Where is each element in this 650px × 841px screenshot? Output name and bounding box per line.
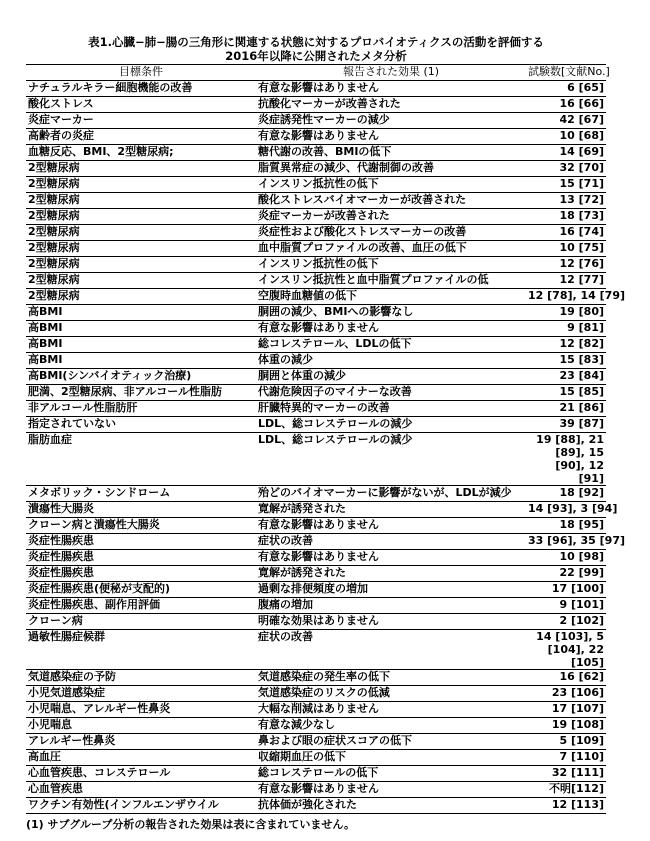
row-effect: LDL、総コレステロールの減少	[256, 417, 526, 433]
row-count: 2 [102]	[526, 614, 606, 630]
row-condition: 潰瘍性大腸炎	[26, 502, 256, 518]
table-row	[26, 502, 606, 518]
row-count: 12 [113]	[526, 798, 606, 814]
row-count: 9 [101]	[526, 598, 606, 614]
row-effect: 炎症マーカーが改善された	[256, 209, 526, 225]
table-row	[26, 97, 606, 113]
row-count: 12 [76]	[526, 257, 606, 273]
row-condition: 小児気道感染症	[26, 686, 256, 702]
row-count: 39 [87]	[526, 417, 606, 433]
row-condition: 2型糖尿病	[26, 209, 256, 225]
row-condition: 2型糖尿病	[26, 225, 256, 241]
row-effect: 有意な影響はありません	[256, 782, 526, 798]
row-count: 12 [78], 14 [79]	[526, 289, 606, 305]
row-effect: 有意な影響はありません	[256, 129, 526, 145]
row-count: 6 [65]	[526, 81, 606, 97]
row-effect: 腹痛の増加	[256, 598, 526, 614]
row-condition: 過敏性腸症候群	[26, 630, 256, 670]
row-count: 17 [107]	[526, 702, 606, 718]
row-effect: 空腹時血糖値の低下	[256, 289, 526, 305]
row-effect: 有意な影響はありません	[256, 550, 526, 566]
header-effect: 報告された効果 (1)	[256, 65, 526, 81]
row-effect: 胴囲と体重の減少	[256, 369, 526, 385]
table-row	[26, 670, 606, 686]
row-condition: クローン病	[26, 614, 256, 630]
row-count: 32 [111]	[526, 766, 606, 782]
table-row	[26, 433, 606, 486]
table-row	[26, 225, 606, 241]
table-row	[26, 305, 606, 321]
row-condition: 2型糖尿病	[26, 257, 256, 273]
row-count: 5 [109]	[526, 734, 606, 750]
row-condition: 肥満、2型糖尿病、非アルコール性脂肪	[26, 385, 256, 401]
row-condition: 血糖反応、BMI、2型糖尿病;	[26, 145, 256, 161]
row-effect: 炎症誘発性マーカーの減少	[256, 113, 526, 129]
row-condition: 小児喘息	[26, 718, 256, 734]
row-condition: 気道感染症の予防	[26, 670, 256, 686]
row-count: 18 [95]	[526, 518, 606, 534]
table-row	[26, 566, 606, 582]
row-count: 14 [69]	[526, 145, 606, 161]
row-effect: インスリン抵抗性の低下	[256, 257, 526, 273]
row-count: 19 [88], 21 [89], 15 [90], 12 [91]	[526, 433, 606, 486]
table-row	[26, 766, 606, 782]
table-row	[26, 750, 606, 766]
row-count: 18 [73]	[526, 209, 606, 225]
header-condition: 目標条件	[26, 65, 256, 81]
table-row	[26, 486, 606, 502]
row-effect: 炎症性および酸化ストレスマーカーの改善	[256, 225, 526, 241]
row-condition: 小児喘息、アレルギー性鼻炎	[26, 702, 256, 718]
meta-analysis-table	[26, 64, 626, 814]
row-count: 33 [96], 35 [97]	[526, 534, 606, 550]
table-row	[26, 257, 606, 273]
row-count: 10 [68]	[526, 129, 606, 145]
row-effect: 寛解が誘発された	[256, 566, 526, 582]
row-condition: 高BMI	[26, 337, 256, 353]
header-count: 試験数[文献No.]	[526, 65, 606, 81]
row-effect: 抗酸化マーカーが改善された	[256, 97, 526, 113]
row-effect: 肝臓特異的マーカーの改善	[256, 401, 526, 417]
row-effect: 気道感染症の発生率の低下	[256, 670, 526, 686]
row-effect: 殆どのバイオマーカーに影響がないが、LDLが減少	[256, 486, 526, 502]
row-count: 18 [92]	[526, 486, 606, 502]
table-body	[26, 81, 626, 814]
row-condition: 高BMI	[26, 305, 256, 321]
row-count: 16 [62]	[526, 670, 606, 686]
row-effect: 有意な影響はありません	[256, 81, 526, 97]
row-effect: 有意な減少なし	[256, 718, 526, 734]
row-condition: 炎症性腸疾患、副作用評価	[26, 598, 256, 614]
row-count: 10 [98]	[526, 550, 606, 566]
row-effect: 脂質異常症の減少、代謝制御の改善	[256, 161, 526, 177]
row-condition: 高齢者の炎症	[26, 129, 256, 145]
row-effect: 抗体価が強化された	[256, 798, 526, 814]
table-row	[26, 550, 606, 566]
table-row	[26, 241, 606, 257]
table-row	[26, 417, 606, 433]
row-count: 32 [70]	[526, 161, 606, 177]
table-row	[26, 734, 606, 750]
table-row	[26, 518, 606, 534]
table-row	[26, 582, 606, 598]
header-row	[26, 65, 606, 81]
table-row	[26, 113, 606, 129]
row-count: 17 [100]	[526, 582, 606, 598]
row-condition: 2型糖尿病	[26, 161, 256, 177]
row-effect: 症状の改善	[256, 630, 526, 670]
table-row	[26, 129, 606, 145]
table-title-line1: 表1.心臓−肺−腸の三角形に関連する状態に対するプロバイオティクスの活動を評価する	[88, 35, 544, 49]
row-effect: 大幅な削減はありません	[256, 702, 526, 718]
row-condition: 2型糖尿病	[26, 177, 256, 193]
row-condition: 非アルコール性脂肪肝	[26, 401, 256, 417]
row-condition: 炎症マーカー	[26, 113, 256, 129]
row-count: 9 [81]	[526, 321, 606, 337]
row-count: 16 [66]	[526, 97, 606, 113]
row-effect: 酸化ストレスバイオマーカーが改善された	[256, 193, 526, 209]
table-row	[26, 385, 606, 401]
row-condition: 炎症性腸疾患	[26, 550, 256, 566]
row-count: 不明[112]	[526, 782, 606, 798]
row-count: 12 [82]	[526, 337, 606, 353]
table-row	[26, 630, 606, 670]
row-condition: 炎症性腸疾患(便秘が支配的)	[26, 582, 256, 598]
table-row	[26, 177, 606, 193]
row-effect: 体重の減少	[256, 353, 526, 369]
row-count: 22 [99]	[526, 566, 606, 582]
table-row	[26, 614, 606, 630]
row-condition: 高BMI(シンバイオティック治療)	[26, 369, 256, 385]
table-row	[26, 193, 606, 209]
row-condition: 高BMI	[26, 321, 256, 337]
row-effect: 過剰な排便頻度の増加	[256, 582, 526, 598]
row-condition: アレルギー性鼻炎	[26, 734, 256, 750]
table-title-line2: 2016年以降に公開されたメタ分析	[225, 49, 407, 63]
row-count: 14 [93], 3 [94]	[526, 502, 606, 518]
row-condition: クローン病と潰瘍性大腸炎	[26, 518, 256, 534]
row-effect: インスリン抵抗性と血中脂質プロファイルの低	[256, 273, 526, 289]
document-page	[26, 35, 626, 832]
table-row	[26, 798, 606, 814]
row-condition: 指定されていない	[26, 417, 256, 433]
footnote: (1) サブグループ分析の報告された効果は表に含まれていません。	[26, 818, 355, 831]
table-row	[26, 81, 606, 97]
row-count: 13 [72]	[526, 193, 606, 209]
row-effect: 総コレステロール、LDLの低下	[256, 337, 526, 353]
row-count: 19 [80]	[526, 305, 606, 321]
row-effect: 糖代謝の改善、BMIの低下	[256, 145, 526, 161]
table-row	[26, 702, 606, 718]
row-condition: メタボリック・シンドローム	[26, 486, 256, 502]
row-effect: 症状の改善	[256, 534, 526, 550]
table-row	[26, 161, 606, 177]
row-condition: 高BMI	[26, 353, 256, 369]
row-count: 15 [83]	[526, 353, 606, 369]
row-count: 10 [75]	[526, 241, 606, 257]
row-effect: 総コレステロールの低下	[256, 766, 526, 782]
row-condition: 脂肪血症	[26, 433, 256, 486]
table-row	[26, 782, 606, 798]
table-row	[26, 289, 606, 305]
row-condition: 心血管疾患、コレステロール	[26, 766, 256, 782]
row-count: 16 [74]	[526, 225, 606, 241]
row-count: 15 [71]	[526, 177, 606, 193]
row-count: 23 [106]	[526, 686, 606, 702]
row-condition: 酸化ストレス	[26, 97, 256, 113]
table-row	[26, 718, 606, 734]
row-effect: 寛解が誘発された	[256, 502, 526, 518]
table-row	[26, 353, 606, 369]
row-effect: 代謝危険因子のマイナーな改善	[256, 385, 526, 401]
row-count: 21 [86]	[526, 401, 606, 417]
row-effect: インスリン抵抗性の低下	[256, 177, 526, 193]
row-count: 15 [85]	[526, 385, 606, 401]
row-condition: 2型糖尿病	[26, 193, 256, 209]
row-condition: ナチュラルキラー細胞機能の改善	[26, 81, 256, 97]
table-row	[26, 273, 606, 289]
row-effect: 鼻および眼の症状スコアの低下	[256, 734, 526, 750]
row-effect: 血中脂質プロファイルの改善、血圧の低下	[256, 241, 526, 257]
row-effect: 有意な影響はありません	[256, 518, 526, 534]
row-effect: 胴囲の減少、BMIへの影響なし	[256, 305, 526, 321]
table-row	[26, 686, 606, 702]
table-row	[26, 209, 606, 225]
table-row	[26, 337, 606, 353]
row-count: 19 [108]	[526, 718, 606, 734]
row-condition: 炎症性腸疾患	[26, 534, 256, 550]
row-count: 14 [103], 5 [104], 22 [105]	[526, 630, 606, 670]
table-row	[26, 534, 606, 550]
row-condition: 高血圧	[26, 750, 256, 766]
row-effect: 有意な影響はありません	[256, 321, 526, 337]
row-condition: 2型糖尿病	[26, 289, 256, 305]
row-condition: 炎症性腸疾患	[26, 566, 256, 582]
row-effect: 収縮期血圧の低下	[256, 750, 526, 766]
row-count: 42 [67]	[526, 113, 606, 129]
row-count: 7 [110]	[526, 750, 606, 766]
row-effect: LDL、総コレステロールの減少	[256, 433, 526, 486]
table-row	[26, 145, 606, 161]
table-row	[26, 598, 606, 614]
row-condition: ワクチン有効性(インフルエンザウイル	[26, 798, 256, 814]
table-row	[26, 321, 606, 337]
row-condition: 2型糖尿病	[26, 273, 256, 289]
table-row	[26, 401, 606, 417]
row-condition: 心血管疾患	[26, 782, 256, 798]
row-count: 23 [84]	[526, 369, 606, 385]
table-row	[26, 369, 606, 385]
row-effect: 明確な効果はありません	[256, 614, 526, 630]
row-effect: 気道感染症のリスクの低減	[256, 686, 526, 702]
row-condition: 2型糖尿病	[26, 241, 256, 257]
row-count: 12 [77]	[526, 273, 606, 289]
